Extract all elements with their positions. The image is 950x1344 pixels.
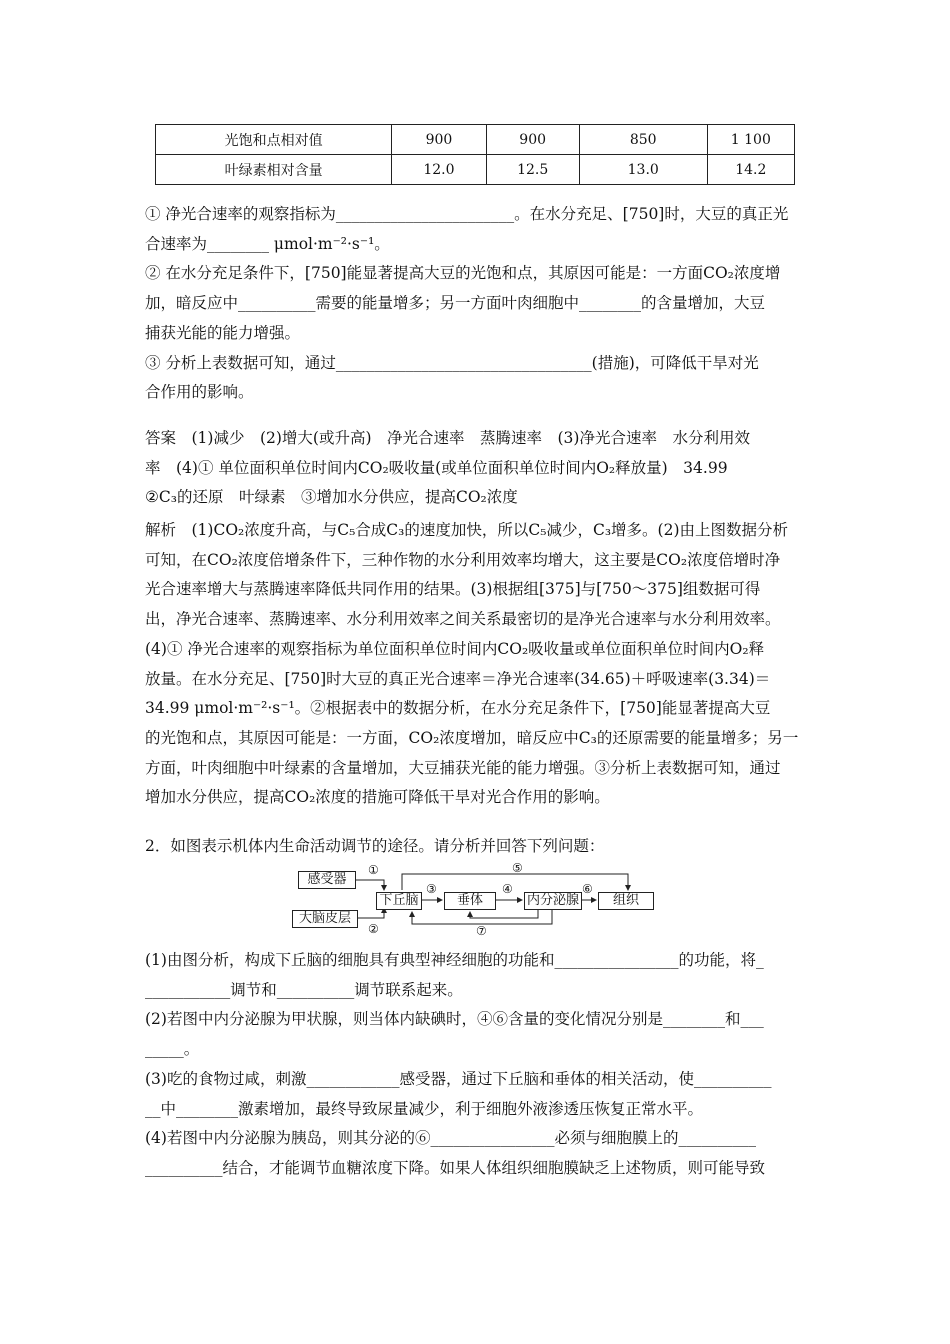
text-line: 捕获光能的能力增强。 <box>145 323 301 342</box>
answer-block <box>145 424 810 513</box>
text-line: 方面，叶肉细胞中叶绿素的含量增加，大豆捕获光能的能力增强。③分析上表数据可知，通过 <box>145 758 781 777</box>
text-line: 出，净光合速率、蒸腾速率、水分利用效率之间关系最密切的是净光合速率与水分利用效率。 <box>145 610 781 629</box>
table-cell: 13.0 <box>579 155 707 185</box>
text-line: ___________调节和__________调节联系起来。 <box>145 980 463 999</box>
text-line: 的光饱和点，其原因可能是：一方面，CO₂浓度增加，暗反应中C₃的还原需要的能量增多；另一 <box>145 728 799 747</box>
text-line: 解析 (1)CO₂浓度升高，与C₅合成C₃的速度加快，所以C₅减少，C₃增多。(2)由上图数据分析 <box>145 521 788 539</box>
text-line: ③ 分析上表数据可知，通过_________________________________(措施)，可降低干旱对光 <box>145 353 759 372</box>
text-line: (4)① 净光合速率的观察指标为单位面积单位时间内CO₂吸收量或单位面积单位时间内O₂释 <box>145 639 765 658</box>
text-line: 34.99 μmol·m⁻²·s⁻¹。②根据表中的数据分析，在水分充足条件下，[750]能显著提高大豆 <box>145 699 771 718</box>
label-6: ⑥ <box>582 882 593 896</box>
text-line: 答案 (1)减少 (2)增大(或升高) 净光合速率 蒸腾速率 (3)净光合速率 水分利用效 <box>145 429 750 447</box>
table-row <box>156 155 795 185</box>
text-line: 合速率为________ μmol·m⁻²·s⁻¹。 <box>145 234 390 253</box>
box-cerebral-cortex: 大脑皮层 <box>292 910 358 928</box>
text-line: 率 (4)① 单位面积单位时间内CO₂吸收量(或单位面积单位时间内O₂释放量) 34.99 <box>145 458 728 477</box>
label-1: ① <box>368 863 379 877</box>
text-line: 增加水分供应，提高CO₂浓度的措施可降低干旱对光合作用的影响。 <box>145 788 610 807</box>
table-cell: 850 <box>579 125 707 155</box>
text-line: __________结合，才能调节血糖浓度下降。如果人体组织细胞膜缺乏上述物质，则可能导致 <box>145 1158 766 1177</box>
label-7: ⑦ <box>476 924 487 938</box>
question-2-stem <box>145 832 810 862</box>
question-1-subparts <box>145 200 810 408</box>
text-line: 光合速率增大与蒸腾速率降低共同作用的结果。(3)根据组[375]与[750～375]组数据可得 <box>145 580 761 599</box>
label-2: ② <box>368 922 379 936</box>
text-line: 放量。在水分充足、[750]时大豆的真正光合速率＝净光合速率(34.65)＋呼吸速率(3.34)＝ <box>145 669 771 688</box>
text-line: (2)若图中内分泌腺为甲状腺，则当体内缺碘时，④⑥含量的变化情况分别是________和___ <box>145 1010 764 1029</box>
text-line: _____。 <box>145 1040 200 1059</box>
row-label: 光饱和点相对值 <box>156 125 392 155</box>
box-endocrine-gland: 内分泌腺 <box>524 892 582 910</box>
table-row <box>156 125 795 155</box>
box-receptor: 感受器 <box>298 871 356 889</box>
table-cell: 900 <box>486 125 579 155</box>
text-line: (4)若图中内分泌腺为胰岛，则其分泌的⑥________________必须与细胞膜上的__________ <box>145 1129 756 1148</box>
text-line: 可知，在CO₂浓度倍增条件下，三种作物的水分利用效率均增大，这主要是CO₂浓度倍增时净 <box>145 550 781 569</box>
table-cell: 14.2 <box>707 155 794 185</box>
question-2-parts <box>145 946 810 1184</box>
text-line: ① 净光合速率的观察指标为_______________________。在水分充足、[750]时，大豆的真正光 <box>145 205 789 223</box>
label-4: ④ <box>502 882 513 896</box>
text-line: 2．如图表示机体内生命活动调节的途径。请分析并回答下列问题： <box>145 837 605 855</box>
text-line: (3)吃的食物过咸，刺激____________感受器，通过下丘脑和垂体的相关活动，使__________ <box>145 1069 772 1088</box>
box-hypothalamus: 下丘脑 <box>376 892 422 910</box>
box-pituitary: 垂体 <box>444 892 496 910</box>
data-table <box>155 124 795 185</box>
table-cell: 12.0 <box>392 155 486 185</box>
text-line: __中________激素增加，最终导致尿量减少，利于细胞外液渗透压恢复正常水平。 <box>145 1099 704 1118</box>
text-line: 加，暗反应中__________需要的能量增多；另一方面叶肉细胞中________的含量增加，大豆 <box>145 294 766 313</box>
label-3: ③ <box>426 882 437 896</box>
text-line: 合作用的影响。 <box>145 383 254 402</box>
table-cell: 900 <box>392 125 486 155</box>
table-cell: 1 100 <box>707 125 794 155</box>
table-cell: 12.5 <box>486 155 579 185</box>
label-5: ⑤ <box>512 861 523 875</box>
text-line: (1)由图分析，构成下丘脑的细胞具有典型神经细胞的功能和________________的功能，将_ <box>145 951 764 969</box>
box-tissue: 组织 <box>598 892 654 910</box>
analysis-block <box>145 516 810 813</box>
regulation-diagram <box>290 862 660 940</box>
row-label: 叶绿素相对含量 <box>156 155 392 185</box>
text-line: ② 在水分充足条件下，[750]能显著提高大豆的光饱和点，其原因可能是：一方面CO₂浓度增 <box>145 264 781 283</box>
text-line: ②C₃的还原 叶绿素 ③增加水分供应，提高CO₂浓度 <box>145 488 518 507</box>
